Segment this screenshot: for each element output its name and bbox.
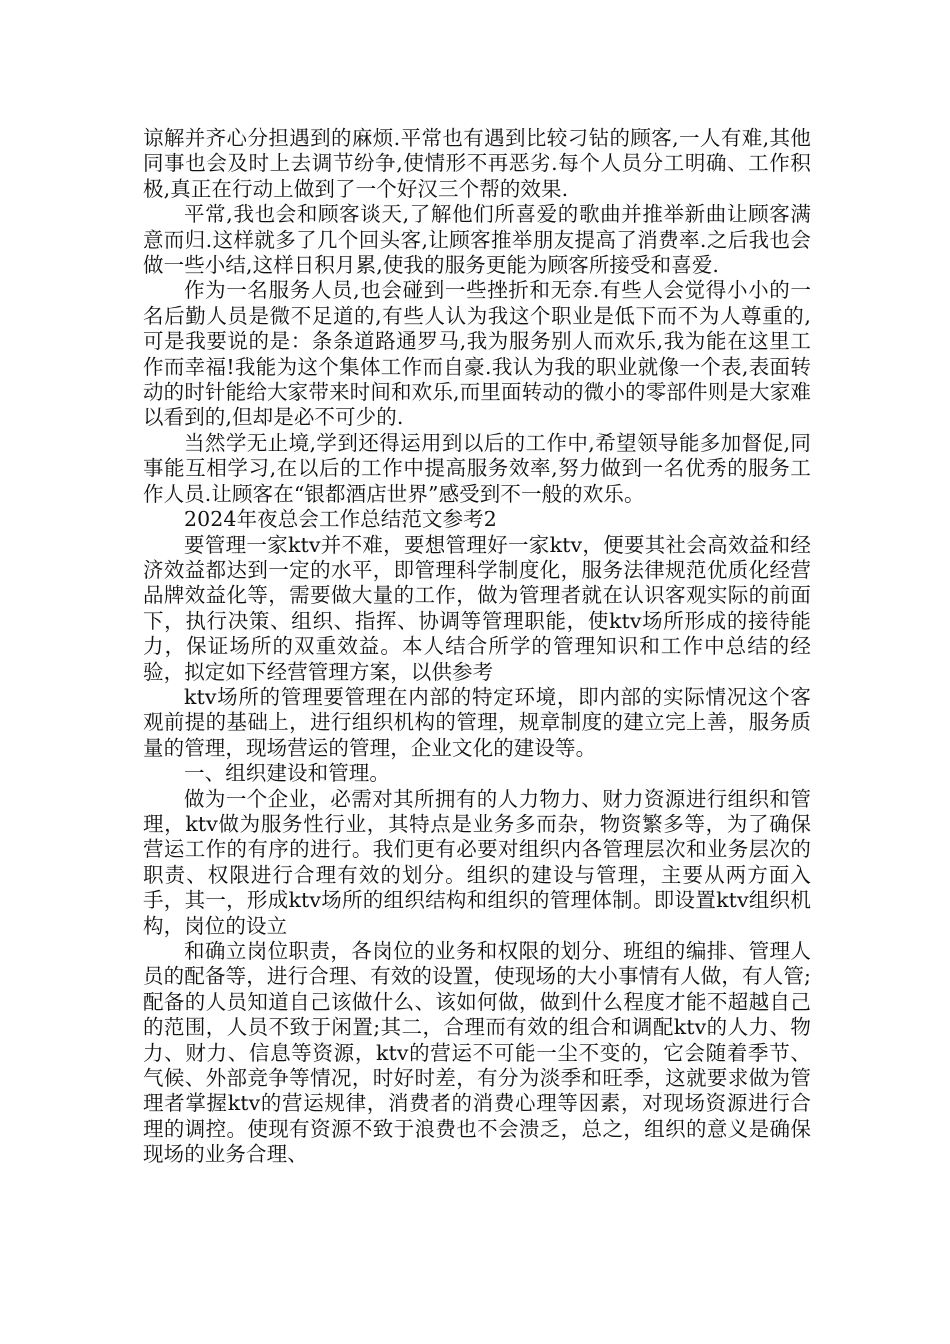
document-body [143, 126, 811, 1168]
paragraph-4: 当然学无止境,学到还得运用到以后的工作中,希望领导能多加督促,同事能互相学习,在以后的工作中提高服务效率,努力做到一名优秀的服务工作人员.让顾客在“银都酒店世界”感受到不一般的欢乐。 [143, 430, 811, 506]
paragraph-5: 要管理一家ktv并不难，要想管理好一家ktv，便要其社会高效益和经济效益都达到一定的水平，即管理科学制度化，服务法律规范优质化经营品牌效益化等，需要做大量的工作，做为管理者就在认识客观实际的前面下，执行决策、组织、指挥、协调等管理职能，使ktv场所形成的接待能力，保证场所的双重效益。本人结合所学的管理知识和工作中总结的经验，拟定如下经营管理方案，以供参考 [143, 532, 811, 684]
paragraph-8: 和确立岗位职责，各岗位的业务和权限的划分、班组的编排、管理人员的配备等，进行合理、有效的设置，使现场的大小事情有人做，有人管;配备的人员知道自己该做什么、该如何做，做到什么程度才能不超越自己的范围，人员不致于闲置;其二，合理而有效的组合和调配ktv的人力、物力、财力、信息等资源，ktv的营运不可能一尘不变的，它会随着季节、气候、外部竞争等情况，时好时差，有分为淡季和旺季，这就要求做为管理者掌握ktv的营运规律，消费者的消费心理等因素，对现场资源进行合理的调控。使现有资源不致于浪费也不会溃乏，总之，组织的意义是确保现场的业务合理、 [143, 939, 811, 1167]
paragraph-6: ktv场所的管理要管理在内部的特定环境，即内部的实际情况这个客观前提的基础上，进行组织机构的管理，规章制度的建立完上善，服务质量的管理，现场营运的管理，企业文化的建设等。 [143, 684, 811, 760]
paragraph-2: 平常,我也会和顾客谈天,了解他们所喜爱的歌曲并推举新曲让顾客满意而归.这样就多了几个回头客,让顾客推举朋友提高了消费率.之后我也会做一些小结,这样日积月累,使我的服务更能为顾客所接受和喜爱. [143, 202, 811, 278]
section-title: 2024年夜总会工作总结范文参考2 [184, 507, 497, 532]
paragraph-3: 作为一名服务人员,也会碰到一些挫折和无奈.有些人会觉得小小的一名后勤人员是微不足道的,有些人认为我这个职业是低下而不为人尊重的,可是我要说的是：条条道路通罗马,我为服务别人而欢乐,我为能在这里工作而幸福!我能为这个集体工作而自豪.我认为我的职业就像一个表,表面转动的时针能给大家带来时间和欢乐,而里面转动的微小的零部件则是大家难以看到的,但却是必不可少的. [143, 278, 811, 430]
paragraph-1: 谅解并齐心分担遇到的麻烦.平常也有遇到比较刁钻的顾客,一人有难,其他同事也会及时上去调节纷争,使情形不再恶劣.每个人员分工明确、工作积极,真正在行动上做到了一个好汉三个帮的效果. [143, 126, 811, 201]
paragraph-7: 做为一个企业，必需对其所拥有的人力物力、财力资源进行组织和管理，ktv做为服务性行业，其特点是业务多而杂，物资繁多等，为了确保营运工作的有序的进行。我们更有必要对组织内各管理层次和业务层次的职责、权限进行合理有效的划分。组织的建设与管理，主要从两方面入手，其一，形成ktv场所的组织结构和组织的管理体制。即设置ktv组织机构，岗位的设立 [143, 786, 811, 938]
subsection-title: 一、组织建设和管理。 [184, 761, 390, 786]
